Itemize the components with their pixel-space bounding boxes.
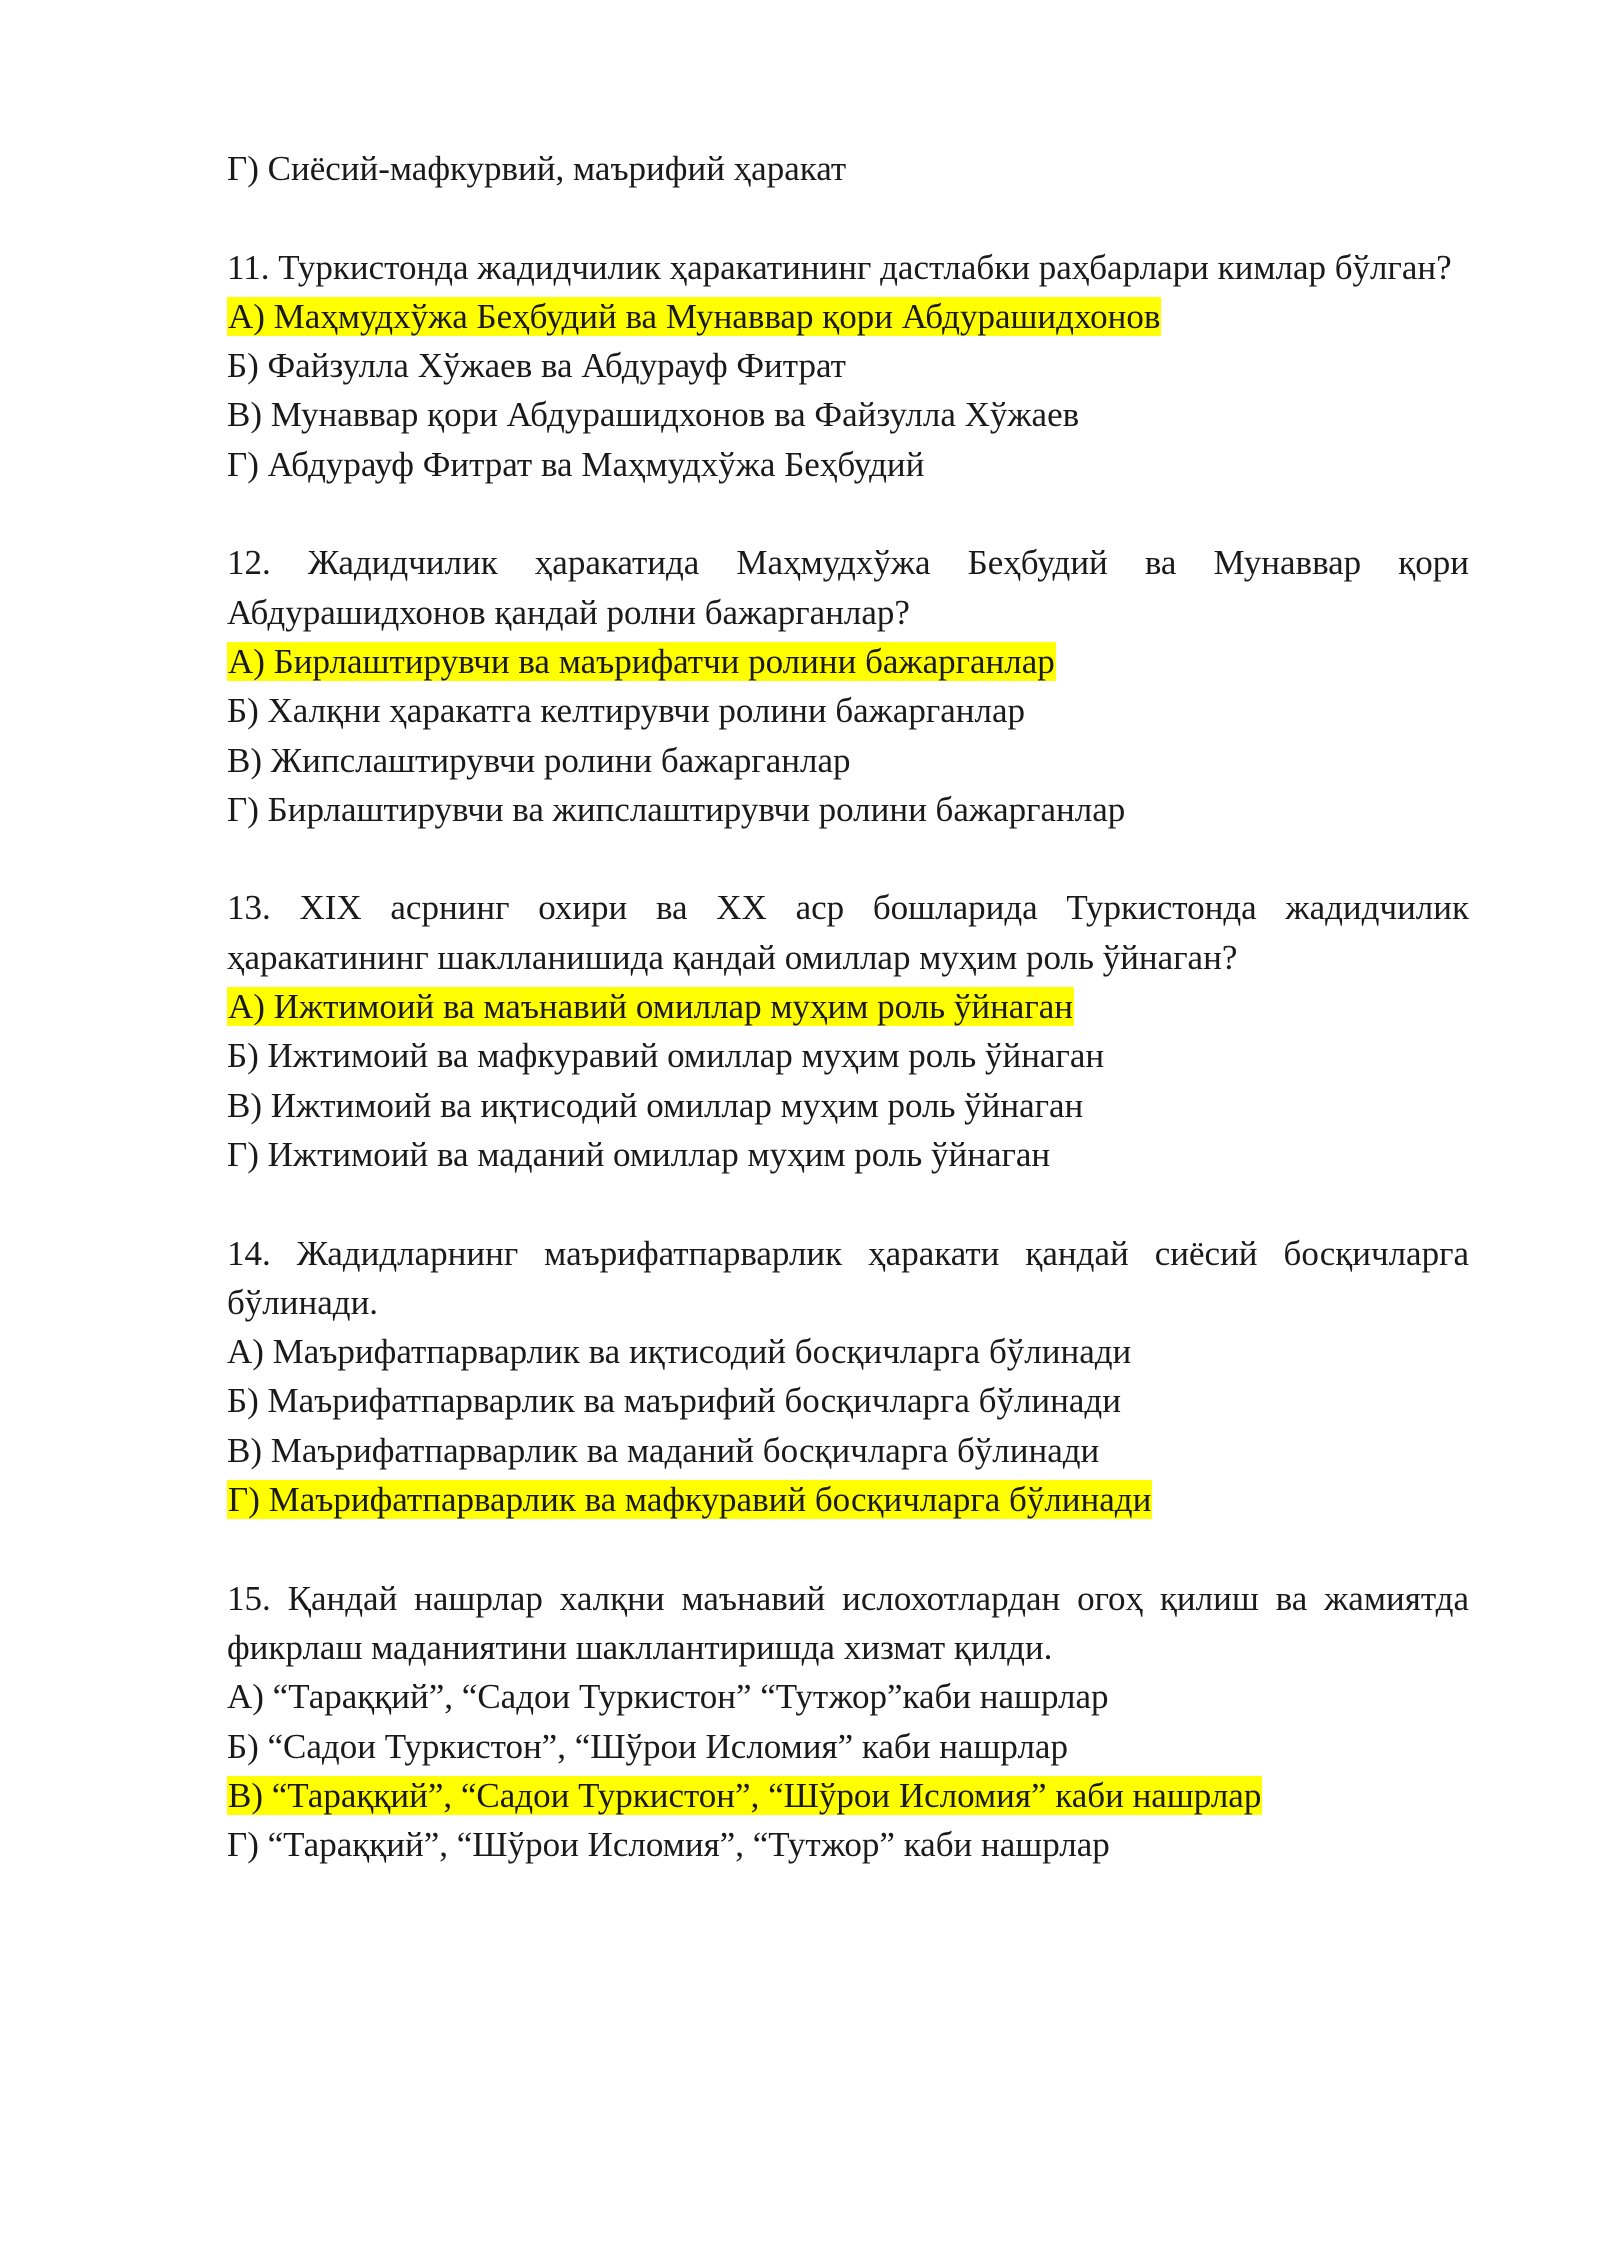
- option-text: В) Жипслаштирувчи ролини бажарганлар: [227, 740, 851, 780]
- question-text: 13. XIX асрнинг охири ва XX аср бошларида Туркистонда жадидчилик ҳаракатининг шаклланишида қандай омиллар муҳим роль ўйнаган?: [227, 888, 1469, 977]
- option-text: В) “Тараққий”, “Садои Туркистон”, “Шўрои Исломия” каби нашрлар: [228, 1775, 1262, 1815]
- option-text: А) Маҳмудхўжа Беҳбудий ва Мунаввар қори Абдурашидхонов: [228, 296, 1161, 336]
- answer-option: [227, 785, 1469, 834]
- answer-option-highlighted: [227, 1771, 1469, 1820]
- option-text: А) Ижтимоий ва маънавий омиллар муҳим роль ўйнаган: [228, 987, 1073, 1027]
- option-text: Г) Маърифатпарварлик ва мафкуравий босқичларга бўлинади: [228, 1480, 1152, 1520]
- question-text: 12. Жадидчилик ҳаракатида Маҳмудхўжа Беҳбудий ва Мунаввар қори Абдурашидхонов қандай ролни бажарганлар?: [227, 543, 1469, 632]
- option-text: Г) Ижтимоий ва маданий омиллар муҳим роль ўйнаган: [227, 1134, 1051, 1174]
- question-list: [227, 193, 1469, 1869]
- question-block: [227, 1179, 1469, 1524]
- answer-option: [227, 390, 1469, 439]
- answer-option: [227, 440, 1469, 489]
- answer-option: [227, 1327, 1469, 1376]
- option-text: Г) Сиёсий-мафкурвий, маърифий ҳаракат: [227, 149, 847, 188]
- answer-option: [227, 341, 1469, 390]
- answer-option-highlighted: [227, 1475, 1469, 1524]
- answer-option-highlighted: [227, 982, 1469, 1031]
- option-text: Б) Файзулла Хўжаев ва Абдурауф Фитрат: [227, 346, 846, 386]
- answer-option: [227, 686, 1469, 735]
- option-text: Г) “Тараққий”, “Шўрои Исломия”, “Тутжор” каби нашрлар: [227, 1825, 1110, 1865]
- option-text: Б) Халқни ҳаракатга келтирувчи ролини бажарганлар: [227, 691, 1026, 731]
- question-text: 15. Қандай нашрлар халқни маънавий ислохотлардан огоҳ қилиш ва жамиятда фикрлаш маданиятини шакллантиришда хизмат қилди.: [227, 1578, 1469, 1667]
- question-block: [227, 193, 1469, 489]
- blank-line: [227, 1179, 1469, 1228]
- question-block: [227, 489, 1469, 834]
- answer-option: [227, 1722, 1469, 1771]
- option-text: Б) Ижтимоий ва мафкуравий омиллар муҳим роль ўйнаган: [227, 1036, 1105, 1076]
- blank-line: [227, 489, 1469, 538]
- answer-option: [227, 1820, 1469, 1869]
- leading-option: [227, 144, 1469, 193]
- option-text: В) Мунаввар қори Абдурашидхонов ва Файзулла Хўжаев: [227, 395, 1080, 435]
- option-text: В) Маърифатпарварлик ва маданий босқичларга бўлинади: [227, 1430, 1100, 1470]
- question-text: 14. Жадидларнинг маърифатпарварлик ҳаракати қандай сиёсий босқичларга бўлинади.: [227, 1233, 1469, 1322]
- option-text: Г) Бирлаштирувчи ва жипслаштирувчи ролини бажарганлар: [227, 789, 1126, 829]
- answer-option: [227, 1081, 1469, 1130]
- option-text: В) Ижтимоий ва иқтисодий омиллар муҳим роль ўйнаган: [227, 1085, 1084, 1125]
- question-block: [227, 1524, 1469, 1869]
- answer-option-highlighted: [227, 292, 1469, 341]
- answer-option: [227, 736, 1469, 785]
- option-text: А) Маърифатпарварлик ва иқтисодий босқичларга бўлинади: [227, 1332, 1132, 1372]
- option-text: Б) Маърифатпарварлик ва маърифий босқичларга бўлинади: [227, 1381, 1121, 1421]
- answer-option: [227, 1426, 1469, 1475]
- option-text: А) “Тараққий”, “Садои Туркистон” “Тутжор”каби нашрлар: [227, 1677, 1109, 1717]
- document-page: [227, 144, 1469, 1869]
- blank-line: [227, 193, 1469, 242]
- answer-option: [227, 1130, 1469, 1179]
- answer-option: [227, 1376, 1469, 1425]
- answer-option: [227, 1031, 1469, 1080]
- answer-option-highlighted: [227, 637, 1469, 686]
- blank-line: [227, 834, 1469, 883]
- blank-line: [227, 1524, 1469, 1573]
- question-block: [227, 834, 1469, 1179]
- question-text: 11. Туркистонда жадидчилик ҳаракатининг дастлабки раҳбарлари кимлар бўлган?: [227, 247, 1452, 287]
- option-text: Г) Абдурауф Фитрат ва Маҳмудхўжа Беҳбудий: [227, 444, 925, 484]
- option-text: А) Бирлаштирувчи ва маърифатчи ролини бажарганлар: [228, 641, 1055, 681]
- option-text: Б) “Садои Туркистон”, “Шўрои Исломия” каби нашрлар: [227, 1726, 1068, 1766]
- answer-option: [227, 1672, 1469, 1721]
